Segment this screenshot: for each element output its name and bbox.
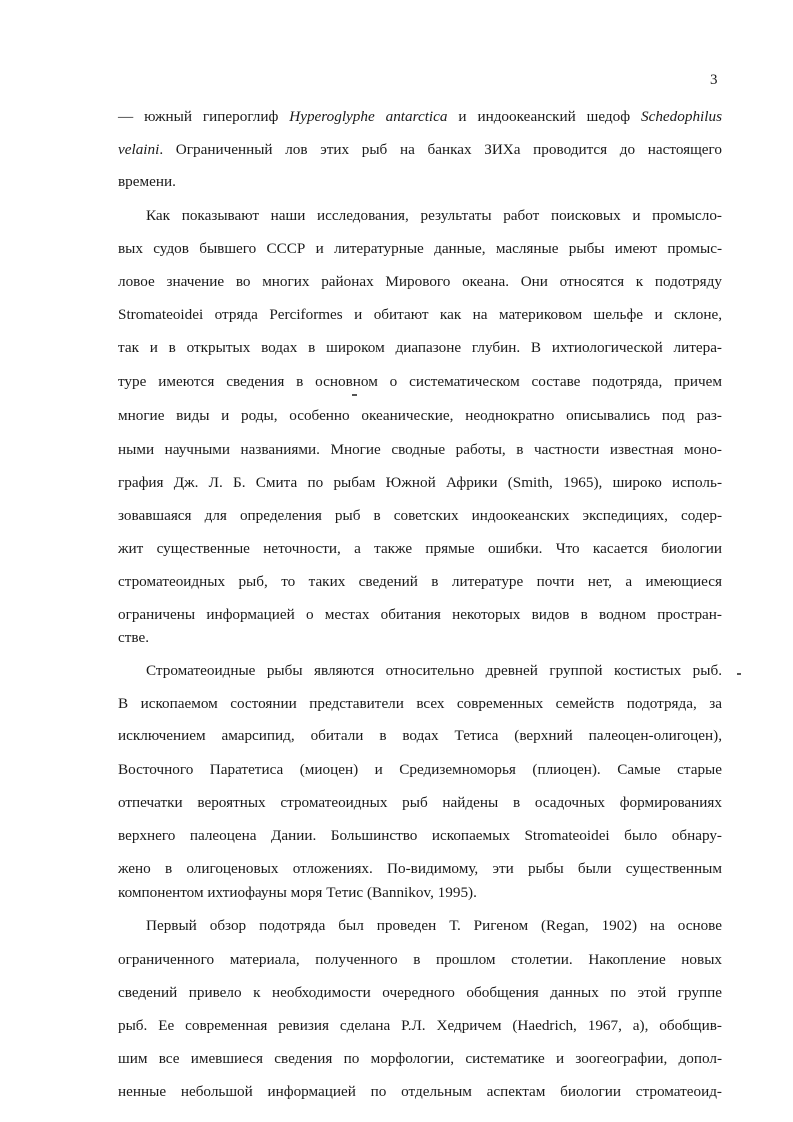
text-span: вых судов бывшего СССР и литературные данные, масляные рыбы имеют промыс- bbox=[118, 240, 722, 257]
text-span: многие виды и роды, особенно океанические, неоднократно описывались под раз- bbox=[118, 407, 722, 424]
text-span: ными научными названиями. Многие сводные работы, в частности известная моно- bbox=[118, 441, 722, 458]
text-span: верхнего палеоцена Дании. Большинство ископаемых Stromateoidei было обнару- bbox=[118, 827, 722, 844]
text-line bbox=[118, 108, 722, 126]
text-line bbox=[118, 573, 722, 591]
text-span: графия Дж. Л. Б. Смита по рыбам Южной Африки (Smith, 1965), широко исполь- bbox=[118, 474, 722, 491]
text-span: и индоокеанский шедоф bbox=[447, 108, 641, 125]
text-span: туре имеются сведения в основном о систематическом составе подотряда, причем bbox=[118, 373, 722, 390]
text-line bbox=[118, 606, 722, 624]
text-span: сведений привело к необходимости очередного обобщения данных по этой группе bbox=[118, 984, 722, 1001]
text-line bbox=[118, 306, 722, 324]
text-span: строматеоидных рыб, то таких сведений в литературе почти нет, а имеющиеся bbox=[118, 573, 722, 590]
text-line bbox=[118, 695, 722, 713]
text-span: Строматеоидные рыбы являются относительно древней группой костистых рыб. bbox=[146, 662, 722, 679]
text-line bbox=[118, 407, 722, 425]
scan-speck bbox=[352, 394, 357, 396]
text-line bbox=[146, 917, 722, 935]
text-line bbox=[118, 761, 722, 779]
text-line bbox=[118, 884, 722, 902]
text-span: ограничены информацией о местах обитания некоторых видов в водном простран- bbox=[118, 606, 722, 623]
text-line bbox=[146, 207, 722, 225]
text-line bbox=[118, 540, 722, 558]
text-span: Первый обзор подотряда был проведен Т. Ригеном (Regan, 1902) на основе bbox=[146, 917, 722, 934]
text-span: жит существенные неточности, а также прямые ошибки. Что касается биологии bbox=[118, 540, 722, 557]
text-span: Как показывают наши исследования, результаты работ поисковых и промысло- bbox=[146, 207, 722, 224]
text-span: компонентом ихтиофауны моря Тетис (Bannikov, 1995). bbox=[118, 884, 477, 901]
text-line bbox=[118, 1050, 722, 1068]
text-line bbox=[118, 441, 722, 459]
text-span: ненные небольшой информацией по отдельным аспектам биологии строматеоид- bbox=[118, 1083, 722, 1100]
text-line bbox=[118, 141, 722, 159]
text-line bbox=[118, 339, 722, 357]
text-line bbox=[118, 273, 722, 291]
text-line bbox=[118, 507, 722, 525]
text-span: отпечатки вероятных строматеоидных рыб найдены в осадочных формированиях bbox=[118, 794, 722, 811]
text-span: ограниченного материала, полученного в прошлом столетии. Накопление новых bbox=[118, 951, 722, 968]
text-line bbox=[118, 1083, 722, 1101]
text-line bbox=[118, 984, 722, 1002]
text-line bbox=[118, 629, 722, 647]
text-span: жено в олигоценовых отложениях. По-видимому, эти рыбы были существенным bbox=[118, 860, 722, 877]
text-span: В ископаемом состоянии представители всех современных семейств подотряда, за bbox=[118, 695, 722, 712]
text-line bbox=[146, 662, 722, 680]
text-span: стве. bbox=[118, 629, 149, 646]
text-line bbox=[118, 240, 722, 258]
text-line bbox=[118, 373, 722, 391]
text-line bbox=[118, 1017, 722, 1035]
text-span: рыб. Ее современная ревизия сделана Р.Л. Хедричем (Haedrich, 1967, а), обобщив- bbox=[118, 1017, 722, 1034]
text-line bbox=[118, 727, 722, 745]
text-span: зовавшаяся для определения рыб в советских индоокеанских экспедициях, содер- bbox=[118, 507, 722, 524]
text-span: — южный гипероглиф bbox=[118, 108, 290, 125]
text-span: Восточного Паратетиса (миоцен) и Средиземноморья (плиоцен). Самые старые bbox=[118, 761, 722, 778]
page-number: 3 bbox=[710, 72, 718, 88]
text-line bbox=[118, 474, 722, 492]
text-line bbox=[118, 827, 722, 845]
text-span: ловое значение во многих районах Мирового океана. Они относятся к подотряду bbox=[118, 273, 722, 290]
italic-text-span: Hyperoglyphe antarctica bbox=[289, 108, 448, 125]
text-span: Stromateoidei отряда Perciformes и обитают как на материковом шельфе и склоне, bbox=[118, 306, 722, 323]
text-span: времени. bbox=[118, 173, 176, 190]
text-span: исключением амарсипид, обитали в водах Тетиса (верхний палеоцен-олигоцен), bbox=[118, 727, 722, 744]
scan-speck bbox=[737, 673, 741, 675]
italic-text-span: Schedophilus bbox=[641, 108, 722, 125]
text-line bbox=[118, 173, 722, 191]
text-line bbox=[118, 794, 722, 812]
text-line bbox=[118, 860, 722, 878]
text-span: так и в открытых водах в широком диапазоне глубин. В ихтиологической литера- bbox=[118, 339, 722, 356]
text-span: шим все имевшиеся сведения по морфологии, систематике и зоогеографии, допол- bbox=[118, 1050, 722, 1067]
text-span: . Ограниченный лов этих рыб на банках ЗИХа проводится до настоящего bbox=[159, 141, 722, 158]
text-line bbox=[118, 951, 722, 969]
italic-text-span: velaini bbox=[118, 141, 160, 158]
